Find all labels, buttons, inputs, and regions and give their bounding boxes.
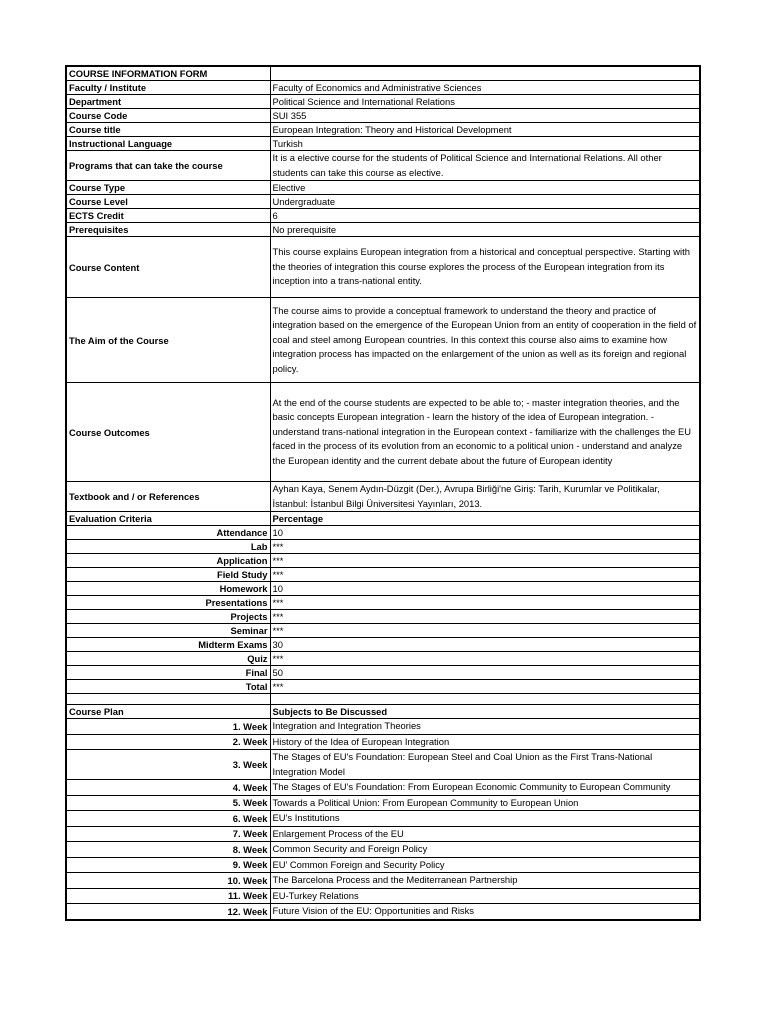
level-row [66, 195, 700, 209]
plan-week-row [66, 734, 700, 750]
plan-week-row [66, 904, 700, 920]
department-row [66, 95, 700, 109]
textbook-label: Textbook and / or References [66, 482, 270, 512]
evaluation-row [66, 680, 700, 694]
evaluation-row-value: *** [270, 680, 700, 694]
evaluation-row [66, 526, 700, 540]
content-label: Course Content [66, 237, 270, 298]
evaluation-row [66, 638, 700, 652]
plan-week-row [66, 780, 700, 796]
plan-week-row-value: The Stages of EU’s Foundation: European Steel and Coal Union as the First Trans-National Integration Model [270, 750, 700, 780]
plan-week-row-label: 10. Week [66, 873, 270, 889]
outcomes-value: At the end of the course students are expected to be able to; - master integration theories, and the basic concepts European integration - learn the history of the idea of European integration. - understand trans-national integration in the European context - familiarize with the challenges the EU faced in the process of its evolution from an economic to a political union - understand and analyze the European identity and the current debate about the future of European identity [270, 383, 700, 482]
evaluation-row [66, 554, 700, 568]
evaluation-row-label: Final [66, 666, 270, 680]
evaluation-row [66, 624, 700, 638]
faculty-label: Faculty / Institute [66, 81, 270, 95]
language-label: Instructional Language [66, 137, 270, 151]
plan-week-row-label: 12. Week [66, 904, 270, 920]
evaluation-row-value: *** [270, 568, 700, 582]
plan-week-row-label: 1. Week [66, 719, 270, 735]
prereq-label: Prerequisites [66, 223, 270, 237]
evaluation-row-label: Presentations [66, 596, 270, 610]
evaluation-row [66, 666, 700, 680]
evaluation-row [66, 568, 700, 582]
plan-week-row-value: EU’ Common Foreign and Security Policy [270, 857, 700, 873]
department-label: Department [66, 95, 270, 109]
plan-week-row-value: The Stages of EU’s Foundation: From European Economic Community to European Community [270, 780, 700, 796]
plan-week-row-value: History of the Idea of European Integration [270, 734, 700, 750]
content-row [66, 237, 700, 298]
plan-week-row-label: 7. Week [66, 826, 270, 842]
evaluation-row-label: Homework [66, 582, 270, 596]
evaluation-row-label: Field Study [66, 568, 270, 582]
plan-week-row-value: Future Vision of the EU: Opportunities and Risks [270, 904, 700, 920]
evaluation-row-value: 10 [270, 582, 700, 596]
plan-week-row-label: 5. Week [66, 795, 270, 811]
plan-week-row-value: Common Security and Foreign Policy [270, 842, 700, 858]
programs-label: Programs that can take the course [66, 151, 270, 181]
plan-week-row [66, 873, 700, 889]
plan-week-row [66, 842, 700, 858]
plan-week-row-label: 8. Week [66, 842, 270, 858]
textbook-row [66, 482, 700, 512]
plan-week-row-value: EU’s Institutions [270, 811, 700, 827]
evaluation-row-value: *** [270, 540, 700, 554]
evaluation-row-label: Projects [66, 610, 270, 624]
aim-row [66, 298, 700, 383]
evaluation-row [66, 582, 700, 596]
evaluation-row-value: *** [270, 652, 700, 666]
evaluation-row-label: Attendance [66, 526, 270, 540]
evaluation-row-label: Seminar [66, 624, 270, 638]
prereq-value: No prerequisite [270, 223, 700, 237]
plan-header-row-value: Subjects to Be Discussed [270, 705, 700, 719]
code-value: SUI 355 [270, 109, 700, 123]
evaluation-row-value: *** [270, 624, 700, 638]
evaluation-row-label: Lab [66, 540, 270, 554]
faculty-row [66, 81, 700, 95]
textbook-value: Ayhan Kaya, Senem Aydın-Düzgit (Der.), Avrupa Birliği'ne Giriş: Tarih, Kurumlar ve Politikalar, İstanbul: İstanbul Bilgi Üniversitesi Yayınları, 2013. [270, 482, 700, 512]
programs-row [66, 151, 700, 181]
plan-week-row-label: 6. Week [66, 811, 270, 827]
evaluation-row-label: Quiz [66, 652, 270, 666]
plan-week-row [66, 888, 700, 904]
plan-week-row-label: 2. Week [66, 734, 270, 750]
evaluation-row-value: *** [270, 554, 700, 568]
course-information-form [65, 65, 701, 921]
evaluation-row [66, 596, 700, 610]
plan-week-row-label: 4. Week [66, 780, 270, 796]
aim-value: The course aims to provide a conceptual framework to understand the theory and practice of integration based on the emergence of the European Union from an entity of cooperation in the field of coal and steel among European countries. In this context this course also aims to examine how integration process has impacted on the enlargement of the union as well as its foreign and regional policy. [270, 298, 700, 383]
title-value: European Integration: Theory and Historical Development [270, 123, 700, 137]
code-label: Course Code [66, 109, 270, 123]
plan-header-row-label: Course Plan [66, 705, 270, 719]
title-label: Course title [66, 123, 270, 137]
evaluation-row-value: *** [270, 610, 700, 624]
plan-week-row [66, 750, 700, 780]
ects-row [66, 209, 700, 223]
form-title-row [66, 66, 700, 81]
outcomes-row [66, 383, 700, 482]
plan-week-row-value: The Barcelona Process and the Mediterranean Partnership [270, 873, 700, 889]
programs-value: It is a elective course for the students of Political Science and International Relations. All other students can take this course as elective. [270, 151, 700, 181]
faculty-value: Faculty of Economics and Administrative Sciences [270, 81, 700, 95]
type-label: Course Type [66, 181, 270, 195]
plan-week-row [66, 811, 700, 827]
evaluation-row-label: Total [66, 680, 270, 694]
evaluation-header: Percentage [270, 512, 700, 526]
blank-row [66, 694, 700, 705]
language-row [66, 137, 700, 151]
outcomes-label: Course Outcomes [66, 383, 270, 482]
evaluation-row [66, 540, 700, 554]
evaluation-row-value: *** [270, 596, 700, 610]
form-title: COURSE INFORMATION FORM [66, 66, 270, 81]
plan-header-row [66, 705, 700, 719]
plan-week-row [66, 719, 700, 735]
language-value: Turkish [270, 137, 700, 151]
department-value: Political Science and International Relations [270, 95, 700, 109]
code-row [66, 109, 700, 123]
plan-week-row-label: 9. Week [66, 857, 270, 873]
evaluation-row [66, 652, 700, 666]
level-label: Course Level [66, 195, 270, 209]
plan-week-row [66, 857, 700, 873]
plan-week-row-value: Towards a Political Union: From European Community to European Union [270, 795, 700, 811]
ects-value: 6 [270, 209, 700, 223]
plan-week-row-value: Enlargement Process of the EU [270, 826, 700, 842]
content-value: This course explains European integration from a historical and conceptual perspective. Starting with the theories of integration this course explores the process of the European integration from its inception into a trans-national entity. [270, 237, 700, 298]
plan-week-row-value: EU-Turkey Relations [270, 888, 700, 904]
evaluation-row-value: 30 [270, 638, 700, 652]
evaluation-row [66, 610, 700, 624]
evaluation-label: Evaluation Criteria [66, 512, 270, 526]
level-value: Undergraduate [270, 195, 700, 209]
ects-label: ECTS Credit [66, 209, 270, 223]
evaluation-row-value: 50 [270, 666, 700, 680]
plan-week-row-label: 3. Week [66, 750, 270, 780]
plan-week-row [66, 826, 700, 842]
plan-week-row-label: 11. Week [66, 888, 270, 904]
evaluation-header-row [66, 512, 700, 526]
type-row [66, 181, 700, 195]
title-row [66, 123, 700, 137]
evaluation-row-label: Midterm Exams [66, 638, 270, 652]
plan-week-row [66, 795, 700, 811]
evaluation-row-label: Application [66, 554, 270, 568]
type-value: Elective [270, 181, 700, 195]
plan-week-row-value: Integration and Integration Theories [270, 719, 700, 735]
aim-label: The Aim of the Course [66, 298, 270, 383]
evaluation-row-value: 10 [270, 526, 700, 540]
prereq-row [66, 223, 700, 237]
